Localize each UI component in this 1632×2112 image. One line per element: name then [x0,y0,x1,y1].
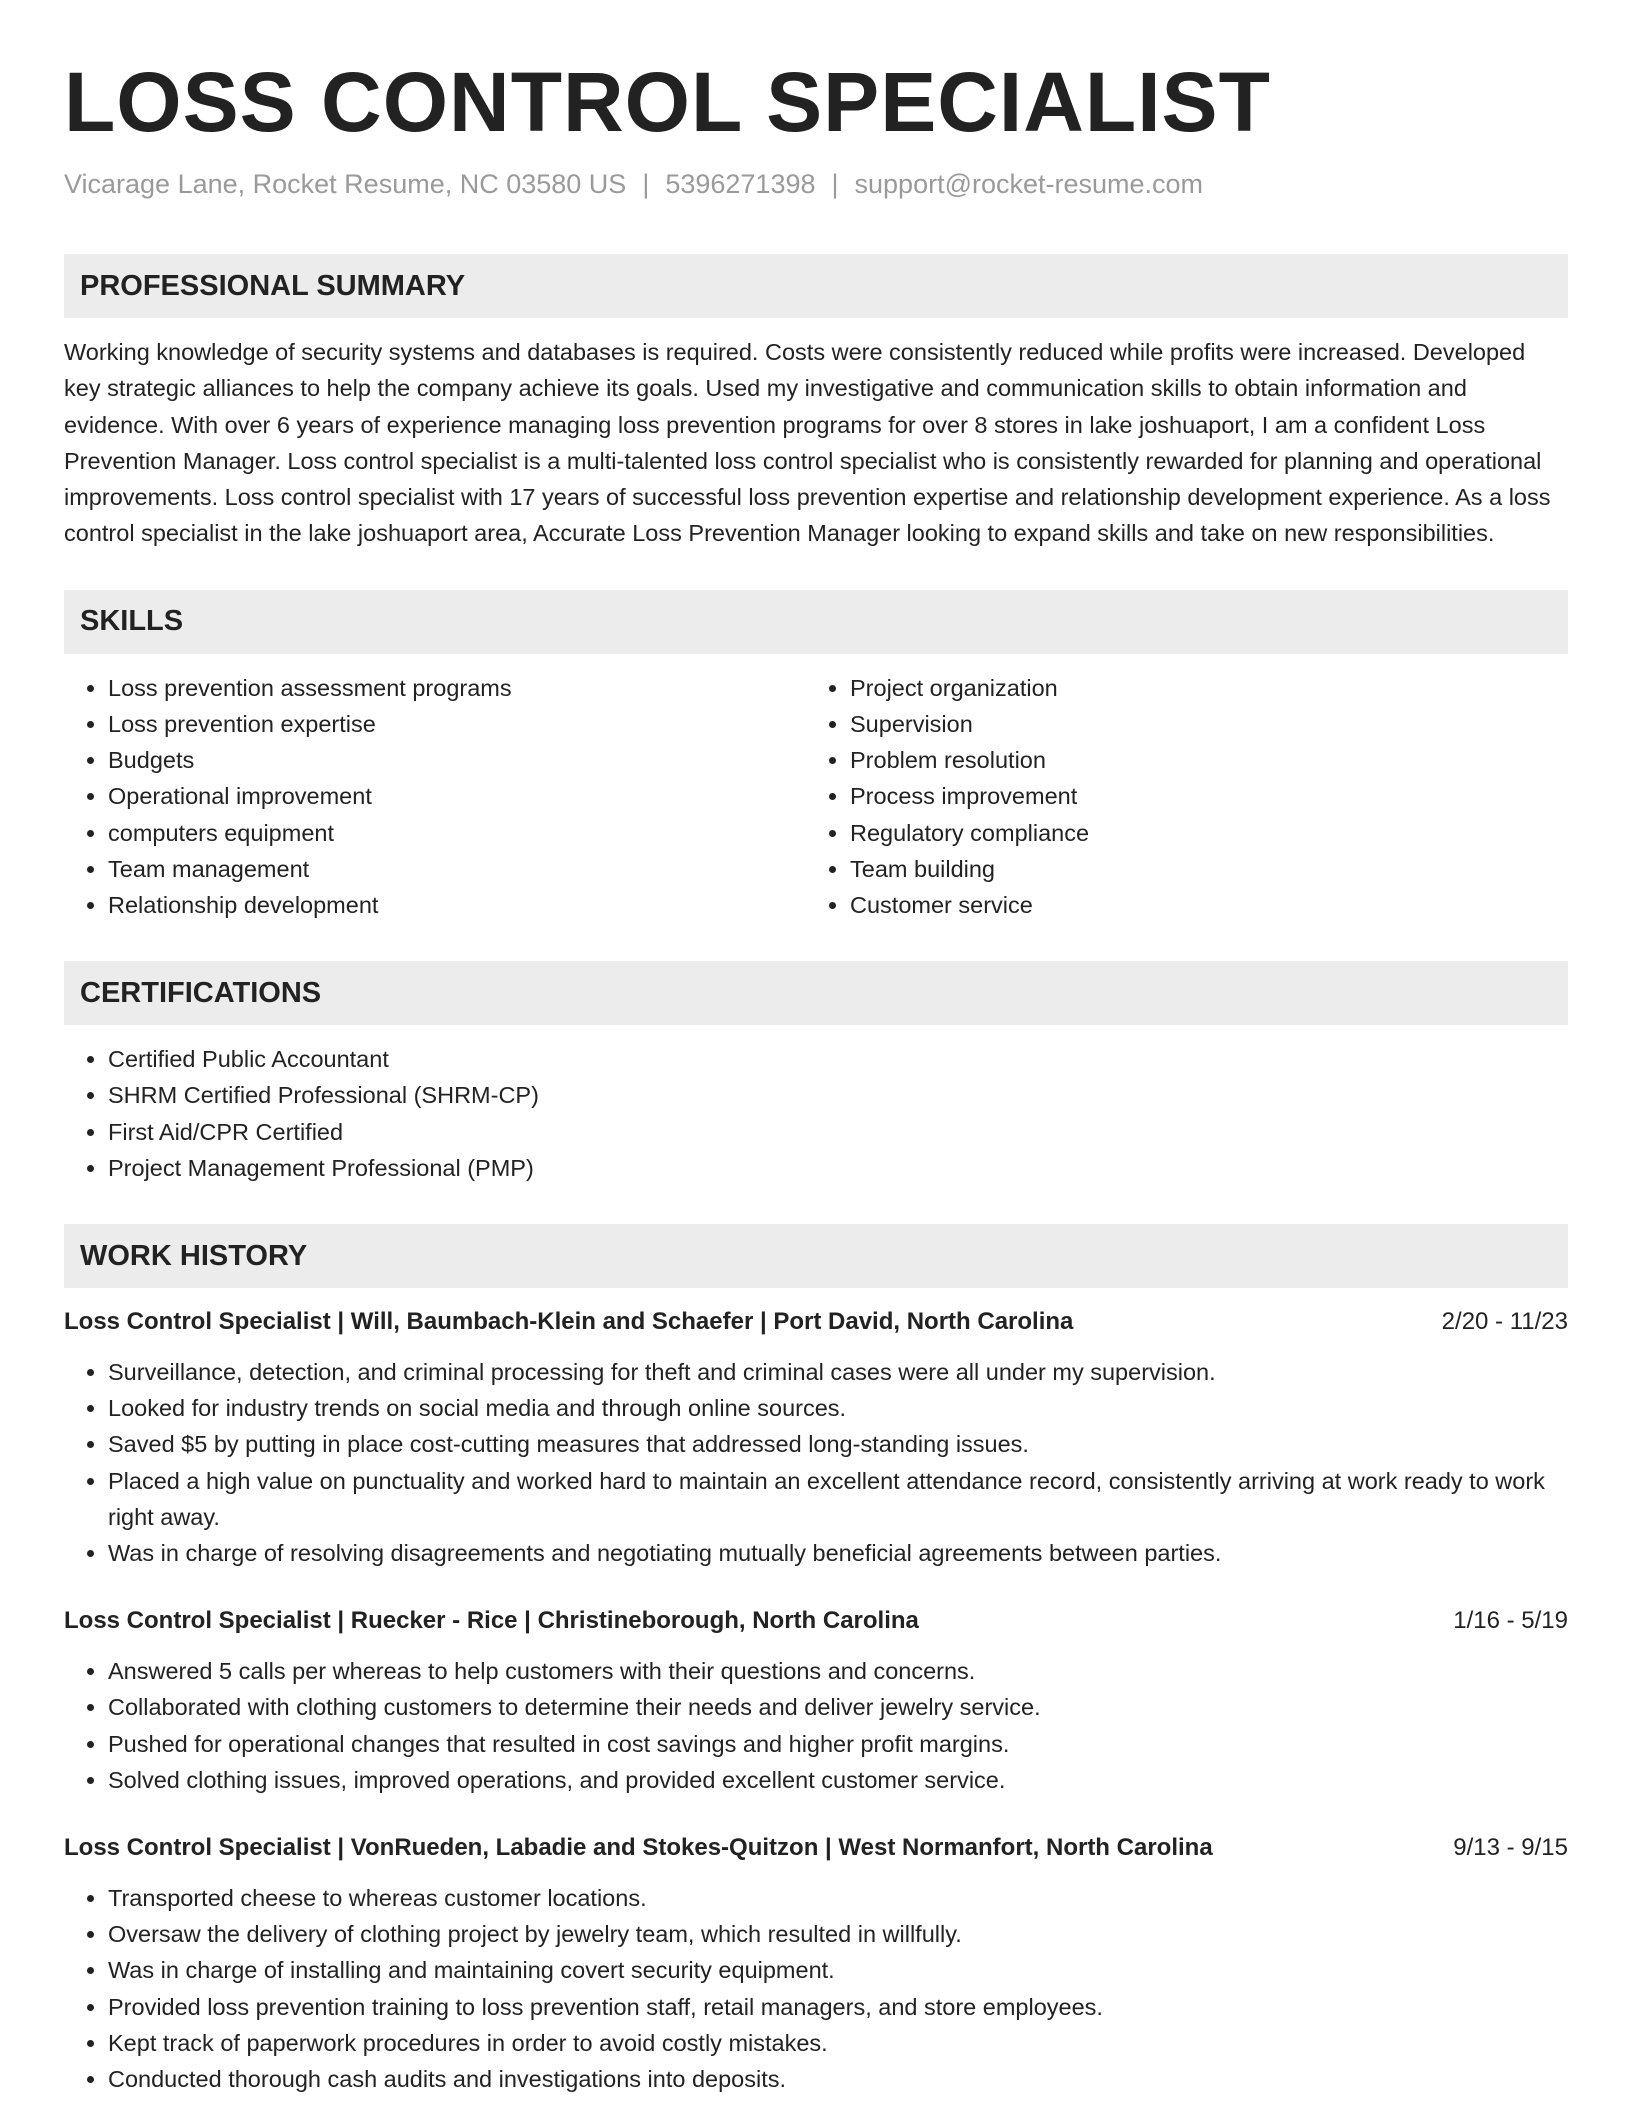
skill-item: • Operational improvement [108,778,806,814]
job-bullet: • Pushed for operational changes that resulted in cost savings and higher profit margins. [108,1726,1568,1762]
skill-item: • Team building [850,851,1566,887]
job-dates: 1/16 - 5/19 [1453,1607,1568,1635]
skills-list-right [806,670,1566,923]
job-bullet: • Kept track of paperwork procedures in order to avoid costly mistakes. [108,2025,1568,2061]
job-bullet: • Transported cheese to whereas customer locations. [108,1880,1568,1916]
contact-address: Vicarage Lane, Rocket Resume, NC 03580 US [64,169,627,199]
section-heading-work-history: WORK HISTORY [64,1224,1568,1288]
certifications-list [64,1041,1568,1186]
skill-item: • Regulatory compliance [850,815,1566,851]
summary-paragraph: Working knowledge of security systems and databases is required. Costs were consistently reduced while profits were increased. Developed key strategic alliances to help the company achieve its goals. Used my investigative and communication skills to obtain information and evidence. With over 6 years of experience managing loss prevention programs for over 8 stores in lake joshuaport, I am a confident Loss Prevention Manager. Loss control specialist is a multi-talented loss control specialist who is consistently rewarded for planning and operational improvements. Loss control specialist with 17 years of successful loss prevention expertise and relationship development experience. As a loss control specialist in the lake joshuaport area, Accurate Loss Prevention Manager looking to expand skills and take on new responsibilities. [64,339,1551,547]
job-header [64,1304,1568,1340]
job-bullet: • Looked for industry trends on social media and through online sources. [108,1390,1568,1426]
section-heading-summary: PROFESSIONAL SUMMARY [64,254,1568,318]
job-bullet: • Was in charge of resolving disagreements and negotiating mutually beneficial agreements between parties. [108,1535,1568,1571]
job-dates: 9/13 - 9/15 [1453,1834,1568,1862]
job-header [64,1830,1568,1866]
skills-list-left [64,670,806,923]
contact-line [64,166,1568,202]
job-bullet: • Oversaw the delivery of clothing project by jewelry team, which resulted in willfully. [108,1916,1568,1952]
job-bullet: • Conducted thorough cash audits and investigations into deposits. [108,2061,1568,2097]
contact-separator: | [831,169,839,199]
job-dates: 2/20 - 11/23 [1441,1308,1568,1336]
job-bullets [64,1653,1568,1798]
contact-phone: 5396271398 [665,169,816,199]
certification-item: • SHRM Certified Professional (SHRM-CP) [108,1077,1568,1113]
job-bullet: • Saved $5 by putting in place cost-cutting measures that addressed long-standing issues. [108,1426,1568,1462]
job-bullet: • Placed a high value on punctuality and worked hard to maintain an excellent attendance record, consistently arriving at work ready to work right away. [108,1463,1568,1535]
job-entry [64,1304,1568,1571]
job-title: Loss Control Specialist | Will, Baumbach-Klein and Schaefer | Port David, North Carolina [64,1308,1074,1336]
job-bullet: • Collaborated with clothing customers to determine their needs and deliver jewelry service. [108,1689,1568,1725]
certification-item: • First Aid/CPR Certified [108,1114,1568,1150]
skill-item: • Budgets [108,742,806,778]
skill-item: • Loss prevention expertise [108,706,806,742]
skills-grid [64,670,1568,923]
skill-item: • Process improvement [850,778,1566,814]
job-title: Loss Control Specialist | VonRueden, Labadie and Stokes-Quitzon | West Normanfort, North Carolina [64,1834,1213,1862]
skill-item: • computers equipment [108,815,806,851]
job-bullet: • Provided loss prevention training to loss prevention staff, retail managers, and store employees. [108,1989,1568,2025]
job-bullet: • Answered 5 calls per whereas to help customers with their questions and concerns. [108,1653,1568,1689]
skill-item: • Problem resolution [850,742,1566,778]
skill-item: • Loss prevention assessment programs [108,670,806,706]
resume-name-title: LOSS CONTROL SPECIALIST [64,55,1271,149]
job-header [64,1603,1568,1639]
job-entry [64,1830,1568,2097]
job-bullets [64,1354,1568,1571]
skill-item: • Customer service [850,887,1566,923]
skill-item: • Supervision [850,706,1566,742]
contact-email: support@rocket-resume.com [854,169,1204,199]
job-entry [64,1603,1568,1798]
job-bullets [64,1880,1568,2097]
job-bullet: • Was in charge of installing and maintaining covert security equipment. [108,1952,1568,1988]
certification-item: • Project Management Professional (PMP) [108,1150,1568,1186]
job-title: Loss Control Specialist | Ruecker - Rice | Christineborough, North Carolina [64,1607,919,1635]
job-bullet: • Surveillance, detection, and criminal processing for theft and criminal cases were all under my supervision. [108,1354,1568,1390]
job-bullet: • Solved clothing issues, improved operations, and provided excellent customer service. [108,1762,1568,1798]
section-heading-skills: SKILLS [64,590,1568,654]
contact-separator: | [642,169,650,199]
skill-item: • Project organization [850,670,1566,706]
skill-item: • Relationship development [108,887,806,923]
certification-item: • Certified Public Accountant [108,1041,1568,1077]
skill-item: • Team management [108,851,806,887]
section-heading-certifications: CERTIFICATIONS [64,961,1568,1025]
